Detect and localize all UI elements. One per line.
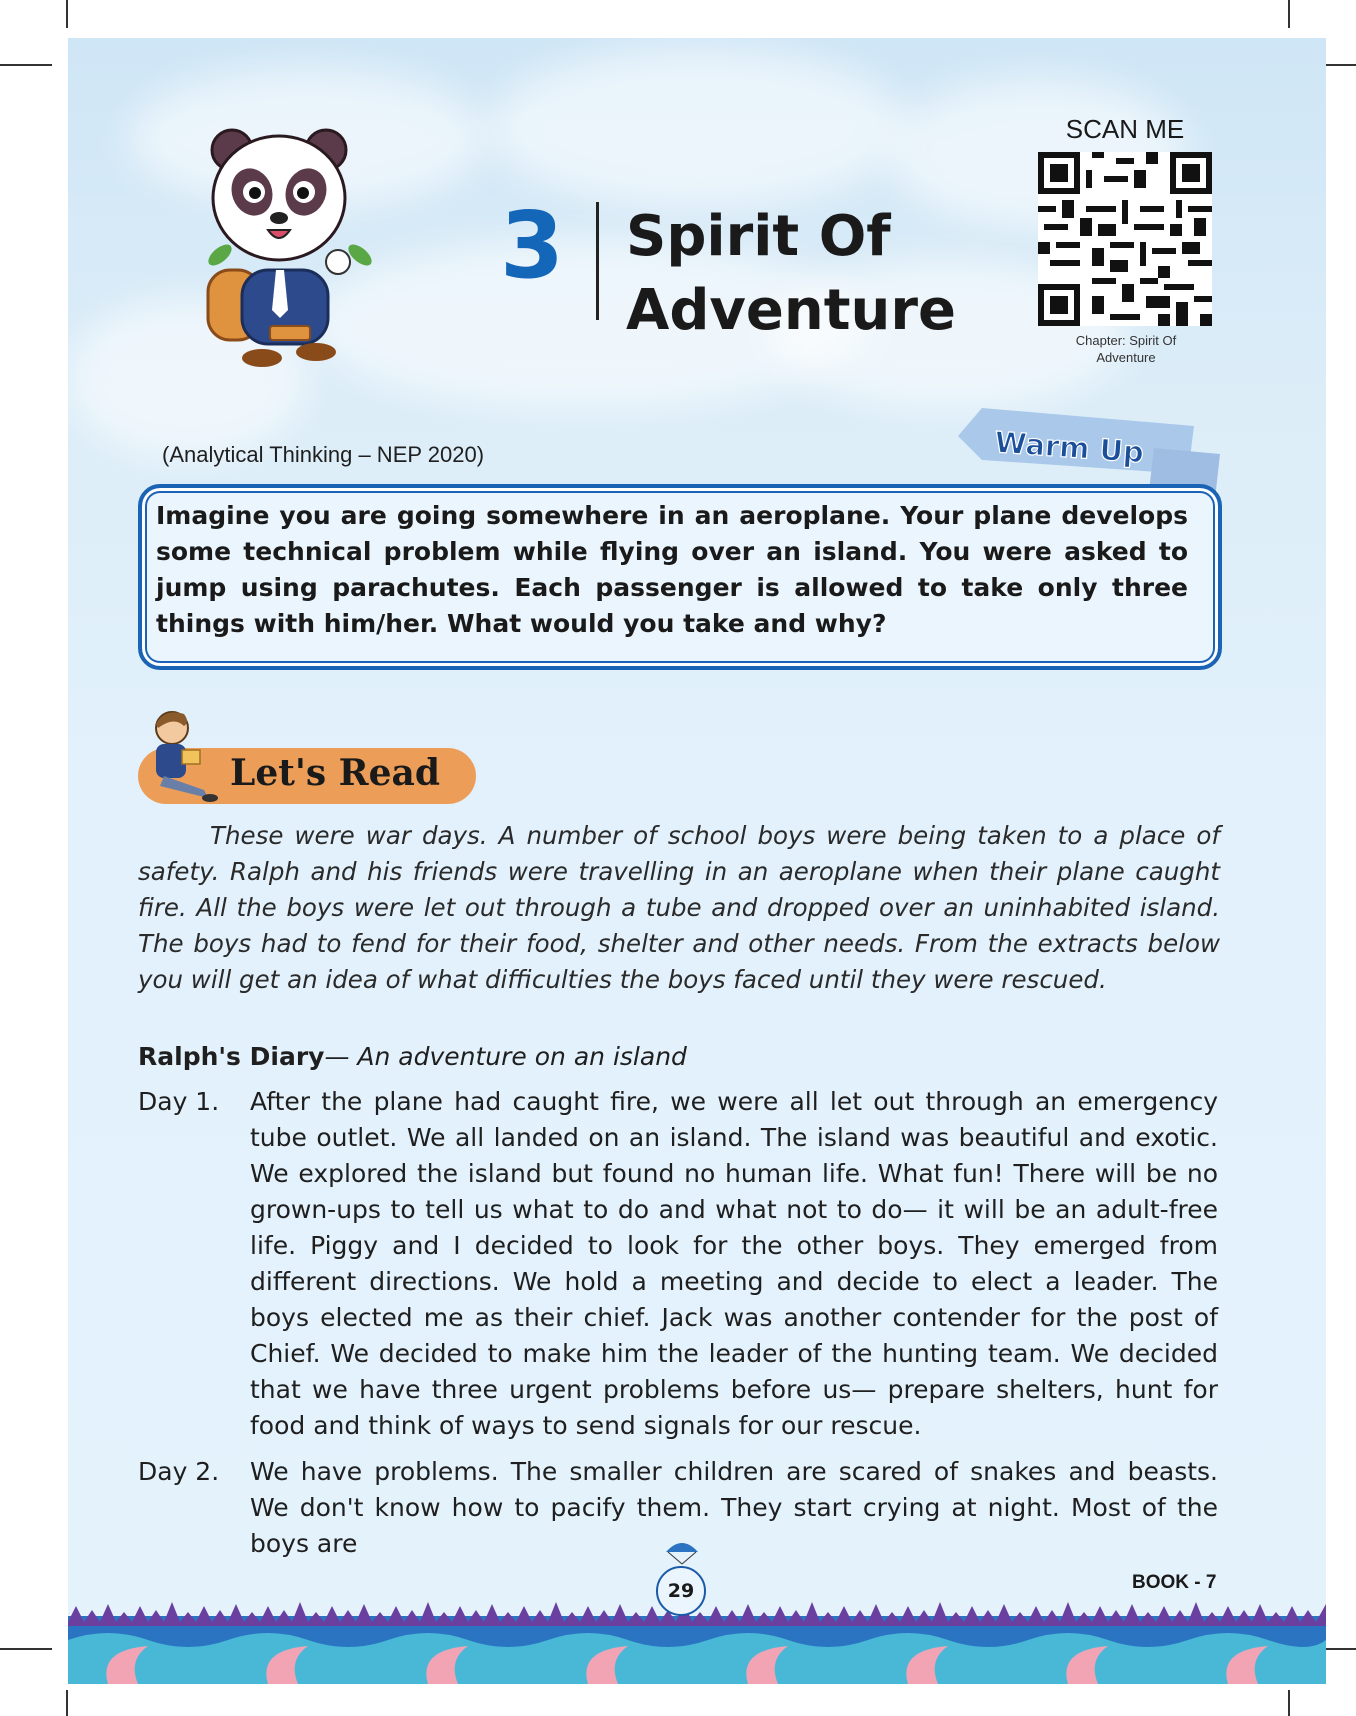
intro-paragraph bbox=[138, 818, 1220, 998]
book-label: BOOK - 7 bbox=[1132, 1572, 1217, 1593]
chapter-title bbox=[626, 200, 956, 348]
crop-mark bbox=[66, 0, 68, 28]
crop-mark bbox=[1326, 1648, 1356, 1650]
reading-boy-icon bbox=[134, 706, 234, 806]
diary-title: Ralph's Diary bbox=[138, 1042, 325, 1071]
qr-caption-line1: Chapter: Spirit Of bbox=[1075, 333, 1177, 348]
crop-mark bbox=[66, 1690, 68, 1716]
day-entry-text: After the plane had caught fire, we were all let out through an emergency tube outlet. We all landed on an island. The island was beautiful and exotic. We explored the island but found no human life. What fun! There will be no grown-ups to tell us what to do and what not to do— it will be an adult-free life. Piggy and I decided to look for the other boys. They emerged from different directions. We hold a meeting and decide to elect a leader. The boys elected me as their chief. Jack was another contender for the post of Chief. We decided to make him the leader of the hunting team. We decided that we have three urgent problems before us— prepare shelters, hunt for food and think of ways to send signals for our rescue. bbox=[250, 1087, 1218, 1440]
crop-mark bbox=[1288, 1690, 1290, 1716]
diary-subtitle: — An adventure on an island bbox=[324, 1042, 687, 1071]
crop-mark bbox=[0, 1648, 52, 1650]
scan-me-label: SCAN ME bbox=[1065, 114, 1185, 144]
crop-mark bbox=[0, 64, 52, 66]
qr-code-icon[interactable] bbox=[1038, 152, 1212, 326]
chapter-title-line1: Spirit Of bbox=[626, 204, 891, 269]
panda-mascot-icon bbox=[180, 120, 380, 370]
footer-sea-decoration bbox=[68, 1600, 1326, 1684]
parachute-icon bbox=[664, 1538, 700, 1566]
intro-text: These were war days. A number of school boys were being taken to a place of safety. Ralph and his friends were travelling in an aeroplane when their plane caught fire. All the boys were let out through a tube and dropped over an uninhabited island. The boys had to fend for their food, shelter and other needs. From the extracts below you will get an idea of what difficulties the boys faced until they were rescued. bbox=[138, 821, 1220, 994]
qr-caption bbox=[1040, 332, 1212, 366]
chapter-number: 3 bbox=[500, 192, 565, 299]
title-divider bbox=[596, 202, 599, 320]
day-label: Day 1. bbox=[138, 1087, 220, 1116]
diary-heading bbox=[138, 1040, 687, 1074]
page-number: 29 bbox=[656, 1566, 706, 1616]
warm-up-subtitle: (Analytical Thinking – NEP 2020) bbox=[162, 442, 485, 467]
lets-read-label: Let's Read bbox=[230, 752, 440, 794]
day-label: Day 2. bbox=[138, 1457, 220, 1486]
crop-mark bbox=[1326, 64, 1356, 66]
crop-mark bbox=[1288, 0, 1290, 28]
warm-up-ribbon-label: Warm Up bbox=[993, 425, 1145, 470]
day-entry-text: We have problems. The smaller children are scared of snakes and beasts. We don't know how to pacify them. They start crying at night. Most of the boys are bbox=[250, 1457, 1218, 1558]
warm-up-question: Imagine you are going somewhere in an aeroplane. Your plane develops some technical problem while flying over an island. You were asked to jump using parachutes. Each passenger is allowed to take only three things with him/her. What would you take and why? bbox=[156, 501, 1188, 638]
chapter-title-line2: Adventure bbox=[626, 278, 957, 343]
qr-caption-line2: Adventure bbox=[1096, 350, 1156, 365]
